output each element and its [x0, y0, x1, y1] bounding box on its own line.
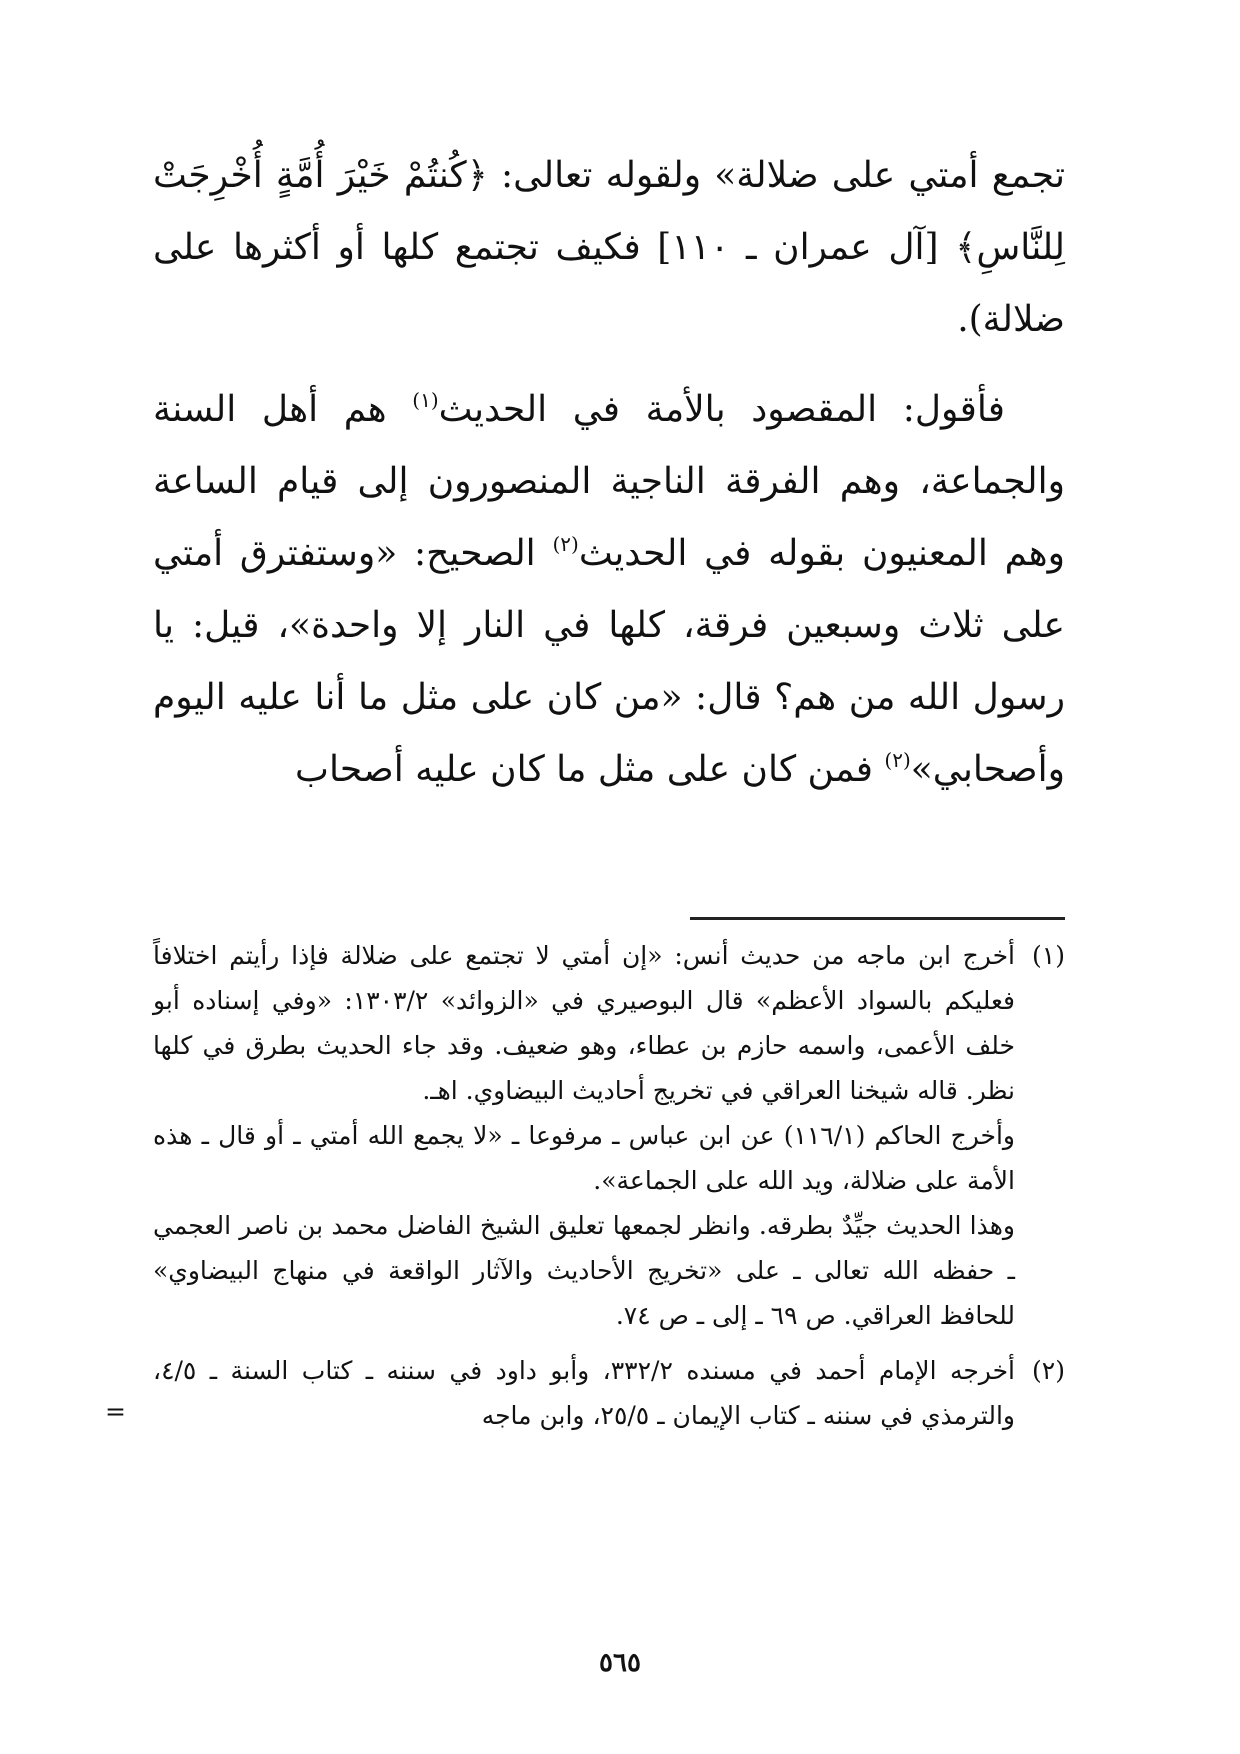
footnote-1-paragraph-1: أخرج ابن ماجه من حديث أنس: «إن أمتي لا تجتمع على ضلالة فإذا رأيتم اختلافاً فعليكم بالسواد الأعظم» قال البوصيري في «الزوائد» ١٣٠٣/٢: «وفي إسناده أبو خلف الأعمى، واسمه حازم بن عطاء، وهو ضعيف. وقد جاء الحديث بطرق في كلها نظر. قاله شيخنا العراقي في تخريج أحاديث البيضاوي. اهـ.	[153, 941, 1015, 1105]
footnote-1	[153, 933, 1065, 1338]
footnote-ref-3[interactable]: (٢)	[884, 748, 911, 772]
footnote-2-number: (٢)	[1032, 1356, 1065, 1385]
paragraph-2-part-3: الصحيح: «وستفترق أمتي على ثلاث وسبعين فرقة، كلها في النار إلا واحدة»، قيل: يا رسول الله من هم؟ قال: «من كان على مثل ما أنا عليه اليوم وأصحابي»	[153, 533, 1065, 790]
footnote-2	[153, 1348, 1065, 1438]
paragraph-2-part-2: هم أهل السنة والجماعة، وهم الفرقة الناجية المنصورون إلى قيام الساعة وهم المعنيون بقوله في الحديث	[153, 389, 1065, 574]
paragraph-2-part-1: فأقول: المقصود بالأمة في الحديث	[438, 389, 1005, 430]
main-text-block	[153, 140, 1065, 806]
main-paragraph-2	[153, 374, 1065, 806]
page-number: ٥٦٥	[599, 1648, 641, 1678]
footnote-1-paragraph-2: وأخرج الحاكم (١١٦/١) عن ابن عباس ـ مرفوعا ـ «لا يجمع الله أمتي ـ أو قال ـ هذه الأمة على ضلالة، ويد الله على الجماعة».	[153, 1121, 1015, 1195]
footnote-separator-rule	[690, 917, 1065, 920]
main-paragraph-1: تجمع أمتي على ضلالة» ولقوله تعالى: ﴿كُنتُمْ خَيْرَ أُمَّةٍ أُخْرِجَتْ لِلنَّاسِ﴾ [آل عمران ـ ١١٠] فكيف تجتمع كلها أو أكثرها على ضلالة).	[153, 155, 1065, 340]
footnote-1-paragraph-3: وهذا الحديث جيِّدٌ بطرقه. وانظر لجمعها تعليق الشيخ الفاضل محمد بن ناصر العجمي ـ حفظه الله تعالى ـ على «تخريج الأحاديث والآثار الواقعة في منهاج البيضاوي» للحافظ العراقي. ص ٦٩ ـ إلى ـ ص ٧٤.	[153, 1211, 1015, 1330]
footnote-ref-2[interactable]: (٢)	[552, 532, 579, 556]
continuation-mark: =	[105, 1397, 126, 1426]
footnotes-block	[153, 933, 1065, 1438]
footnote-ref-1[interactable]: (١)	[412, 388, 439, 412]
footnote-2-paragraph-1: أخرجه الإمام أحمد في مسنده ٣٣٢/٢، وأبو داود في سننه ـ كتاب السنة ـ ٤/٥، والترمذي في سننه ـ كتاب الإيمان ـ ٢٥/٥، وابن ماجه	[153, 1356, 1015, 1430]
paragraph-2-part-4: فمن كان على مثل ما كان عليه أصحاب	[295, 749, 885, 790]
footnote-1-number: (١)	[1032, 941, 1065, 970]
